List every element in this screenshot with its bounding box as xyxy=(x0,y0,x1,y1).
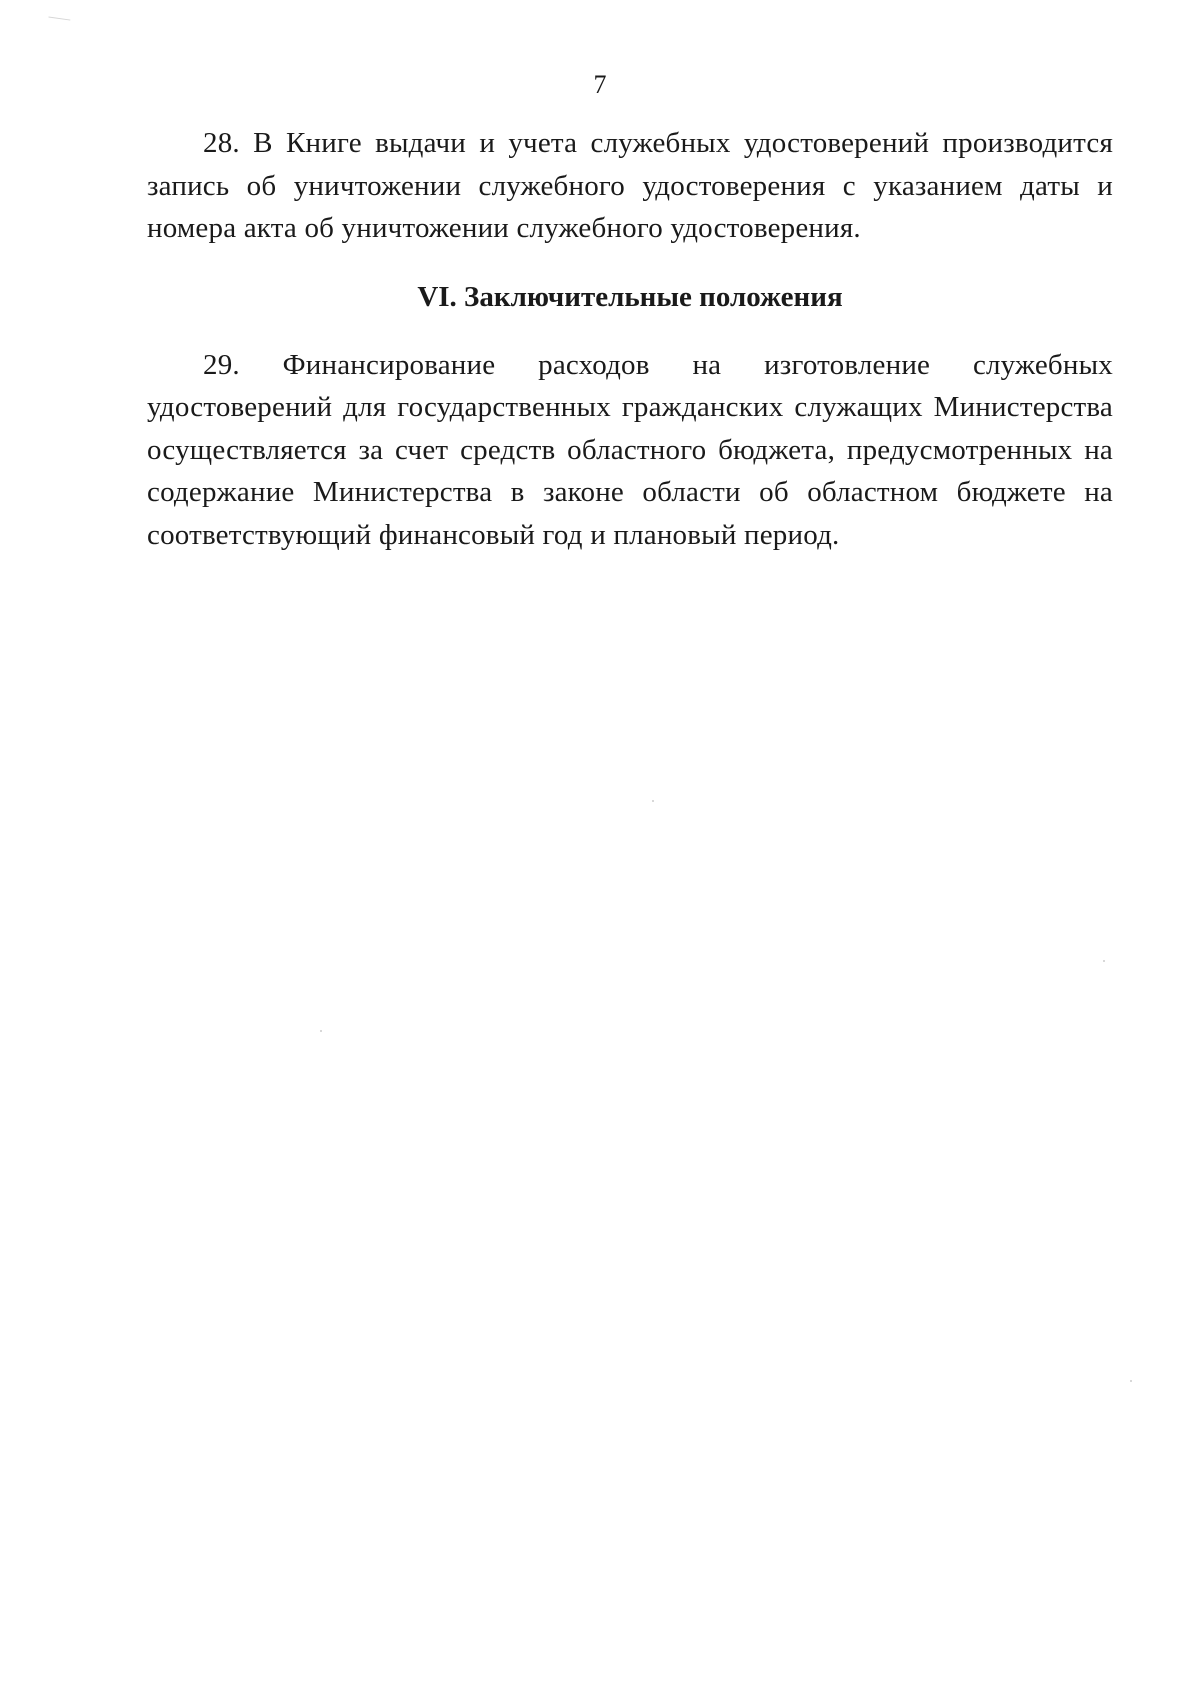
paragraph-28: 28. В Книге выдачи и учета служебных удостоверений производится запись об уничтожении служебного удостоверения с указанием даты и номера акта об уничтожении служебного удостоверения. xyxy=(147,127,1113,244)
paragraph-29: 29. Финансирование расходов на изготовление служебных удостоверений для государственных гражданских служащих Министерства осуществляется за счет средств областного бюджета, предусмотренных на содержание Министерства в законе области об областном бюджете на соответствующий финансовый год и плановый период. xyxy=(147,348,1113,551)
page-number: 7 xyxy=(593,70,607,99)
scan-artifact xyxy=(320,1030,322,1032)
scan-artifact xyxy=(1130,1380,1132,1382)
scan-artifact xyxy=(652,800,654,802)
document-body xyxy=(147,122,1113,556)
section-heading: VI. Заключительные положения xyxy=(417,280,843,313)
scan-artifact xyxy=(48,17,71,27)
scan-artifact xyxy=(1103,960,1105,962)
